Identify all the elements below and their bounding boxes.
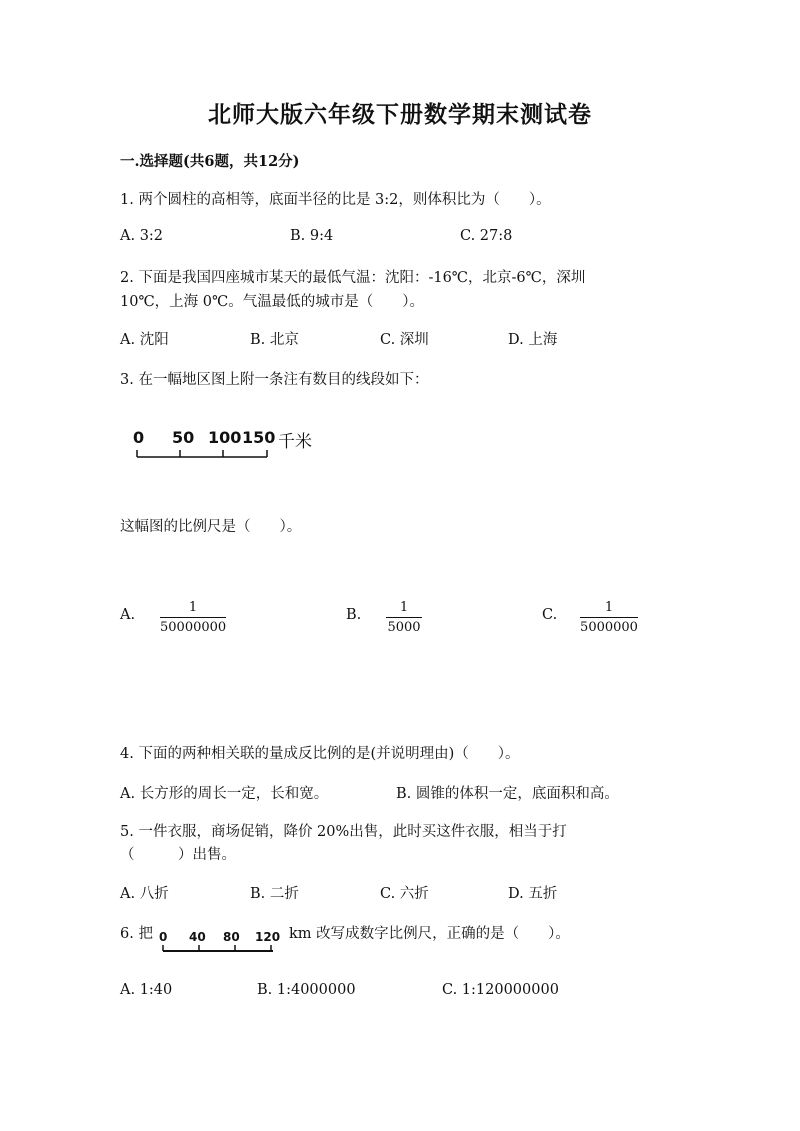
fraction-numerator: 1 [188, 600, 198, 615]
scale-label-50: 50 [172, 428, 195, 447]
scale-bar [130, 425, 330, 465]
question-1-text: 1. 两个圆柱的高相等，底面半径的比是 3:2，则体积比为（ ）。 [120, 192, 551, 208]
scale-label-80: 80 [223, 930, 240, 944]
question-6-option-c[interactable]: C. 1:120000000 [442, 982, 559, 998]
question-5-text-line1: 5. 一件衣服，商场促销，降价 20%出售，此时买这件衣服，相当于打 [120, 824, 567, 840]
question-6-option-a[interactable]: A. 1:40 [120, 982, 173, 998]
question-3-option-b-label[interactable]: B. [346, 607, 362, 623]
question-3-option-c-label[interactable]: C. [542, 607, 558, 623]
question-5-text-line2: （ ）出售。 [120, 847, 236, 863]
question-5-option-c[interactable]: C. 六折 [380, 886, 429, 902]
question-2-text-line2: 10℃，上海 0℃。气温最低的城市是（ ）。 [120, 294, 424, 310]
question-3-scale-figure [130, 425, 330, 465]
question-5-option-b[interactable]: B. 二折 [250, 886, 299, 902]
fraction-denominator: 5000000 [580, 620, 638, 635]
question-1-option-a[interactable]: A. 3:2 [120, 228, 164, 244]
question-2-text-line1: 2. 下面是我国四座城市某天的最低气温：沈阳：-16℃，北京-6℃，深圳 [120, 270, 586, 286]
question-3-question: 这幅图的比例尺是（ ）。 [120, 519, 302, 535]
scale-label-120: 120 [255, 930, 281, 944]
scale-label-40: 40 [189, 930, 206, 944]
fraction-numerator: 1 [399, 600, 409, 615]
question-3-option-c-fraction [580, 601, 638, 634]
fraction-denominator: 5000 [387, 620, 421, 635]
question-3-option-a-label[interactable]: A. [120, 607, 136, 623]
question-3-option-b-fraction [386, 601, 422, 634]
scale-label-0: 0 [159, 930, 168, 944]
question-4-option-a[interactable]: A. 长方形的周长一定，长和宽。 [120, 786, 329, 802]
question-4-option-b[interactable]: B. 圆锥的体积一定，底面积和高。 [396, 786, 619, 802]
question-3-option-a-fraction [160, 601, 226, 634]
question-4-text: 4. 下面的两种相关联的量成反比例的是(并说明理由)（ ）。 [120, 746, 520, 762]
question-6-scale-figure [155, 928, 285, 956]
question-2-option-b[interactable]: B. 北京 [250, 332, 299, 348]
question-6-suffix: km 改写成数字比例尺，正确的是（ ）。 [289, 926, 570, 942]
fraction-numerator: 1 [604, 600, 614, 615]
section-heading: 一.选择题(共6题，共12分) [120, 153, 300, 170]
fraction-denominator: 50000000 [160, 620, 227, 635]
question-2-option-a[interactable]: A. 沈阳 [120, 332, 169, 348]
page-title: 北师大版六年级下册数学期末测试卷 [208, 101, 592, 128]
question-2-option-c[interactable]: C. 深圳 [380, 332, 429, 348]
scale-bar [155, 928, 285, 956]
question-1-option-c[interactable]: C. 27:8 [460, 228, 513, 244]
question-5-option-d[interactable]: D. 五折 [508, 886, 558, 902]
question-5-option-a[interactable]: A. 八折 [120, 886, 169, 902]
scale-label-100: 100 [208, 428, 242, 447]
question-2-option-d[interactable]: D. 上海 [508, 332, 558, 348]
question-6-option-b[interactable]: B. 1:4000000 [257, 982, 356, 998]
question-1-option-b[interactable]: B. 9:4 [290, 228, 334, 244]
scale-unit: 千米 [278, 432, 312, 452]
scale-label-0: 0 [133, 428, 145, 447]
question-3-text: 3. 在一幅地区图上附一条注有数目的线段如下： [120, 372, 429, 388]
question-6-prefix: 6. 把 [120, 926, 153, 942]
scale-label-150: 150 [242, 428, 276, 447]
